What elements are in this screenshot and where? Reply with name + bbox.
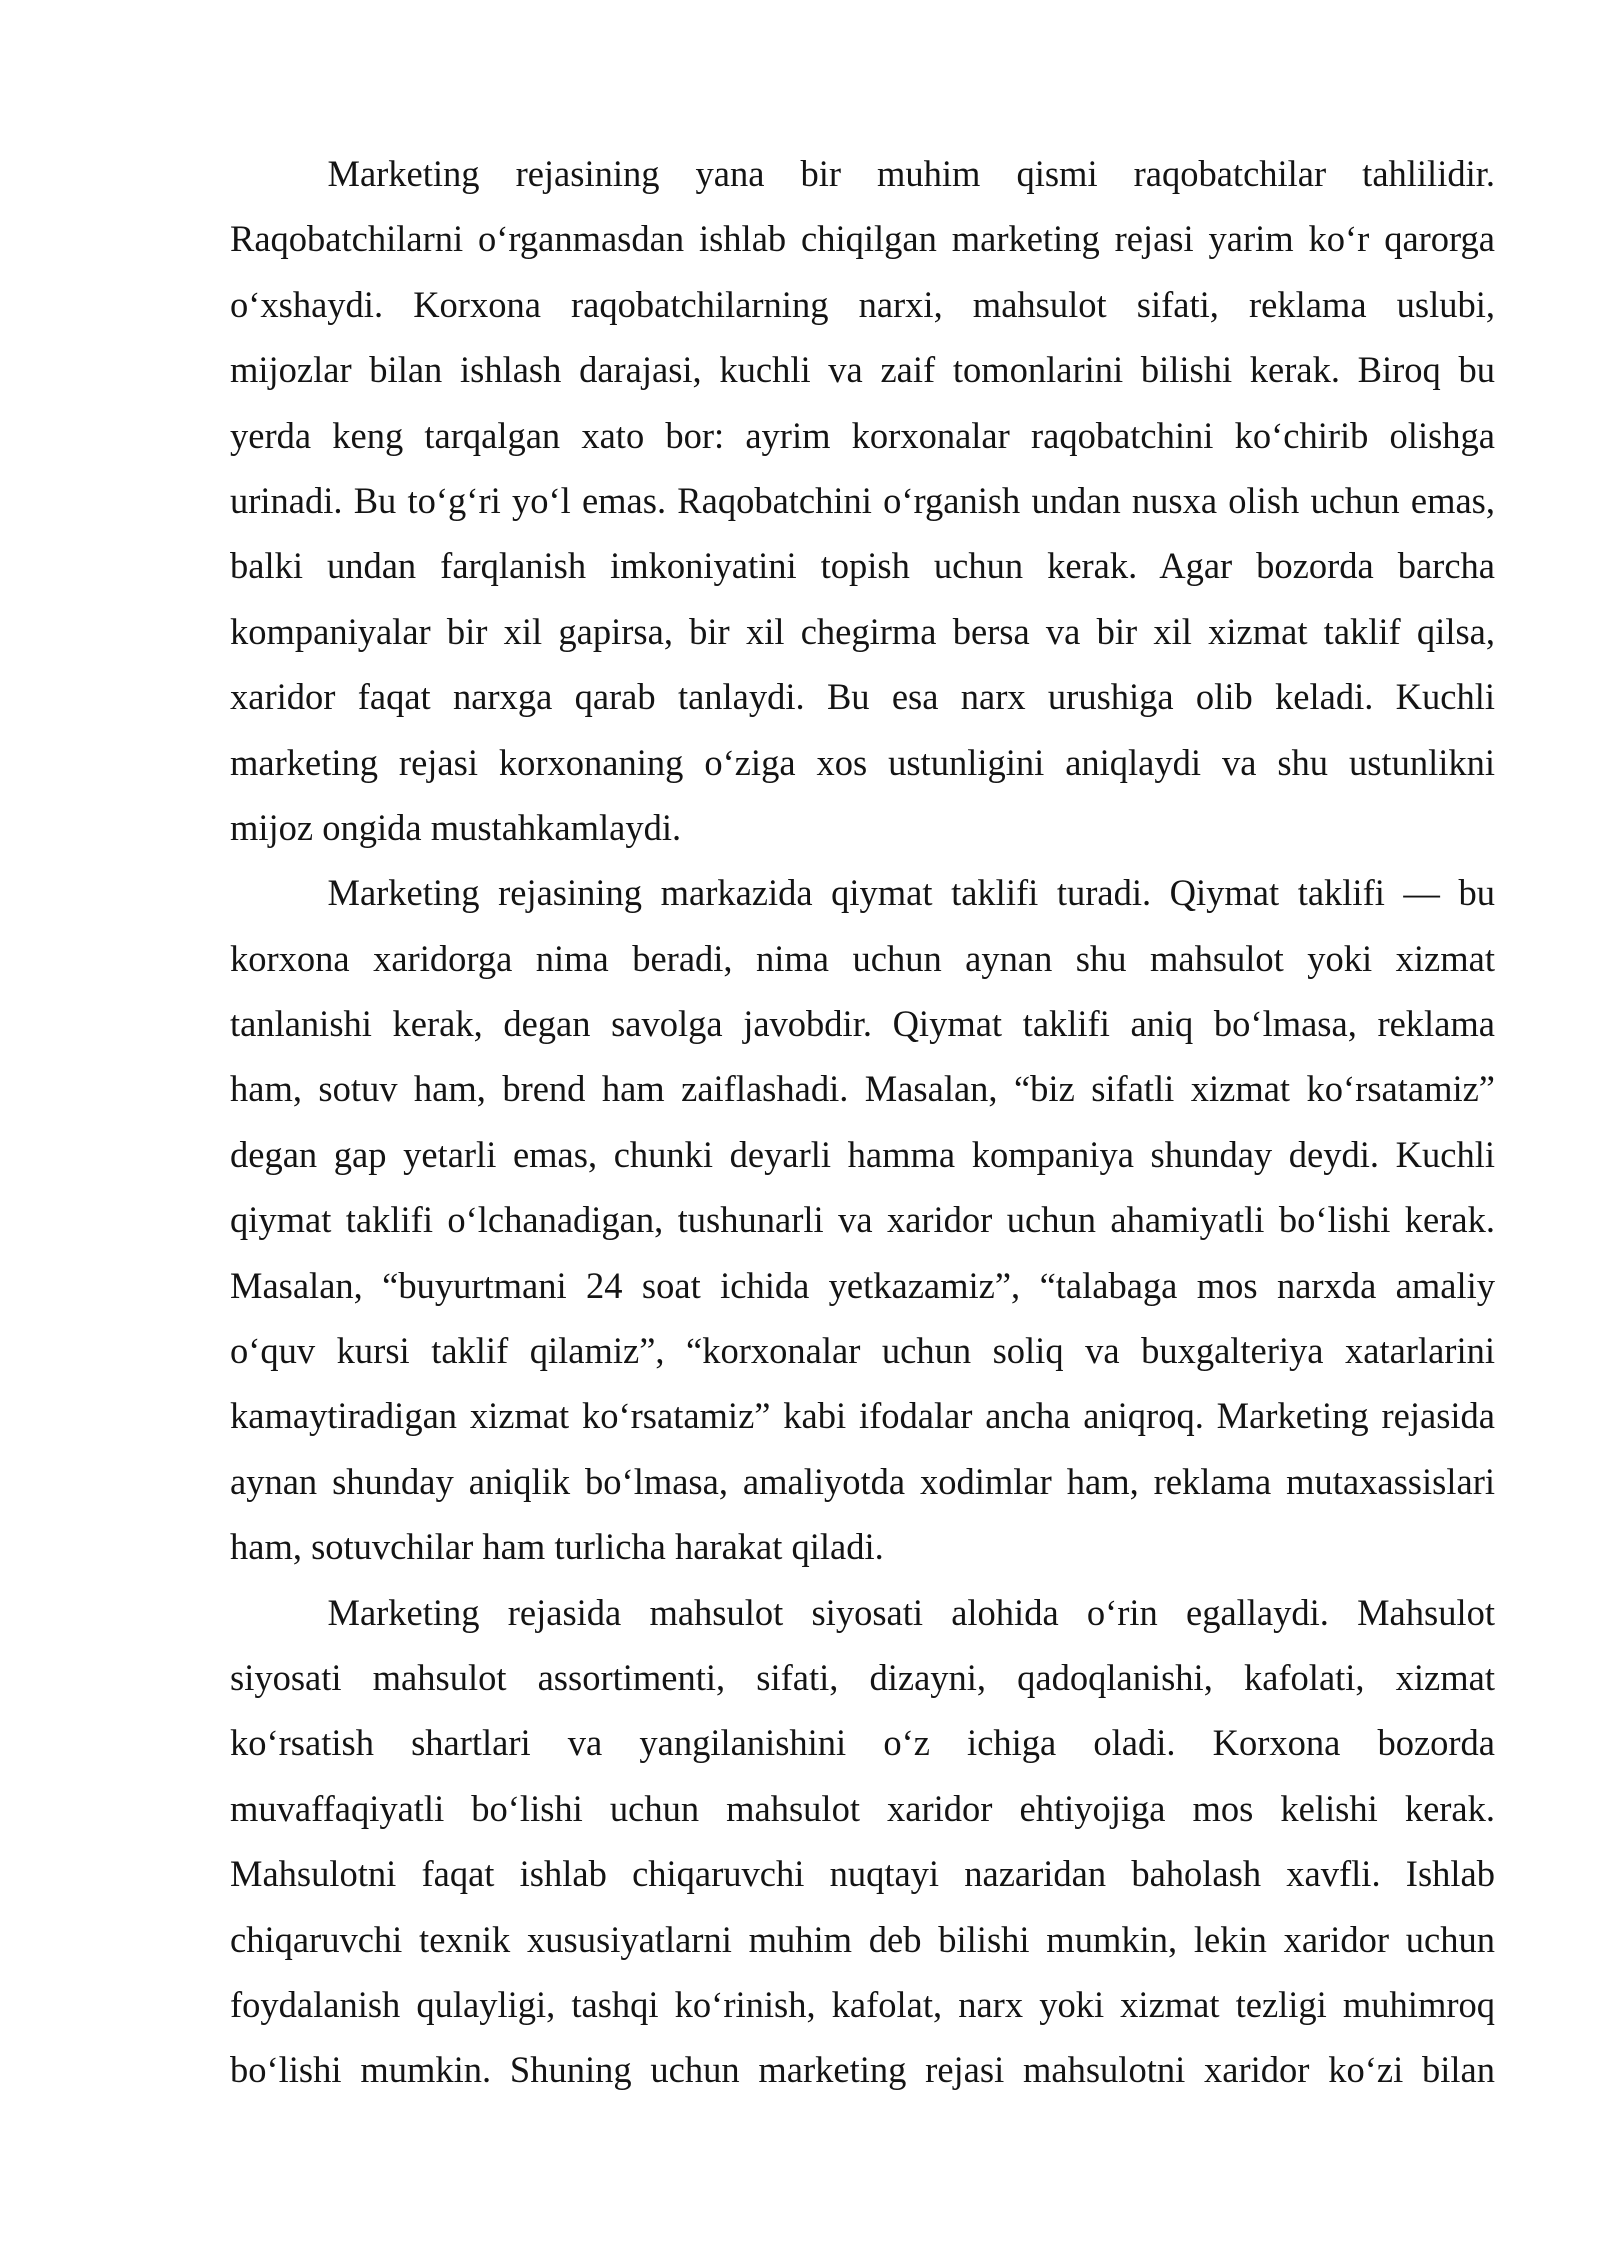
text-line: ko‘rsatish shartlari va yangilanishini o‘z ichiga oladi. Korxona bozorda (230, 1722, 1495, 1764)
text-line: Marketing rejasining yana bir muhim qismi raqobatchilar tahlilidir. (327, 153, 1495, 194)
text-line: urinadi. Bu to‘g‘ri yo‘l emas. Raqobatchini o‘rganish undan nusxa olish uchun emas, (230, 479, 1495, 521)
text-line: bo‘lishi mumkin. Shuning uchun marketing rejasi mahsulotni xaridor ko‘zi bilan (230, 2049, 1495, 2091)
text-line: xaridor faqat narxga qarab tanlaydi. Bu esa narx urushiga olib keladi. Kuchli (230, 676, 1495, 718)
text-line: siyosati mahsulot assortimenti, sifati, dizayni, qadoqlanishi, kafolati, xizmat (230, 1656, 1495, 1698)
text-line: kamaytiradigan xizmat ko‘rsatamiz” kabi ifodalar ancha aniqroq. Marketing rejasida (230, 1395, 1495, 1437)
text-line: aynan shunday aniqlik bo‘lmasa, amaliyotda xodimlar ham, reklama mutaxassislari (230, 1460, 1495, 1502)
text-line: balki undan farqlanish imkoniyatini topish uchun kerak. Agar bozorda barcha (230, 545, 1495, 587)
text-line: Raqobatchilarni o‘rganmasdan ishlab chiqilgan marketing rejasi yarim ko‘r qarorga (230, 218, 1495, 260)
text-line: Marketing rejasida mahsulot siyosati alohida o‘rin egallaydi. Mahsulot (327, 1591, 1495, 1633)
text-line: degan gap yetarli emas, chunki deyarli hamma kompaniya shunday deydi. Kuchli (230, 1133, 1495, 1175)
text-line: kompaniyalar bir xil gapirsa, bir xil chegirma bersa va bir xil xizmat taklif qilsa, (230, 610, 1495, 652)
text-line: Mahsulotni faqat ishlab chiqaruvchi nuqtayi nazaridan baholash xavfli. Ishlab (230, 1853, 1495, 1895)
text-line: mijoz ongida mustahkamlaydi. (230, 806, 682, 848)
text-line: o‘quv kursi taklif qilamiz”, “korxonalar uchun soliq va buxgalteriya xatarlarini (230, 1330, 1495, 1372)
text-line: ham, sotuvchilar ham turlicha harakat qiladi. (230, 1526, 884, 1568)
text-line: Marketing rejasining markazida qiymat taklifi turadi. Qiymat taklifi — bu (327, 872, 1495, 914)
text-line: Masalan, “buyurtmani 24 soat ichida yetkazamiz”, “talabaga mos narxda amaliy (230, 1264, 1495, 1306)
text-line: muvaffaqiyatli bo‘lishi uchun mahsulot xaridor ehtiyojiga mos kelishi kerak. (230, 1787, 1495, 1829)
text-line: marketing rejasi korxonaning o‘ziga xos ustunligini aniqlaydi va shu ustunlikni (230, 741, 1495, 783)
paragraph-value-proposition (230, 860, 1495, 1579)
text-line: o‘xshaydi. Korxona raqobatchilarning narxi, mahsulot sifati, reklama uslubi, (230, 283, 1495, 325)
document-body (230, 141, 1495, 2103)
text-line: mijozlar bilan ishlash darajasi, kuchli va zaif tomonlarini bilishi kerak. Biroq bu (230, 349, 1495, 391)
text-line: yerda keng tarqalgan xato bor: ayrim korxonalar raqobatchini ko‘chirib olishga (230, 414, 1495, 456)
text-line: foydalanish qulayligi, tashqi ko‘rinish, kafolat, narx yoki xizmat tezligi muhimroq (230, 1983, 1495, 2025)
text-line: ham, sotuv ham, brend ham zaiflashadi. Masalan, “biz sifatli xizmat ko‘rsatamiz” (230, 1068, 1495, 1110)
text-line: tanlanishi kerak, degan savolga javobdir. Qiymat taklifi aniq bo‘lmasa, reklama (230, 1003, 1495, 1045)
text-line: qiymat taklifi o‘lchanadigan, tushunarli va xaridor uchun ahamiyatli bo‘lishi kerak. (230, 1199, 1495, 1241)
paragraph-competitor-analysis (230, 141, 1495, 860)
text-line: chiqaruvchi texnik xususiyatlarni muhim deb bilishi mumkin, lekin xaridor uchun (230, 1918, 1495, 1960)
paragraph-product-policy (230, 1580, 1495, 2103)
text-line: korxona xaridorga nima beradi, nima uchun aynan shu mahsulot yoki xizmat (230, 937, 1495, 979)
